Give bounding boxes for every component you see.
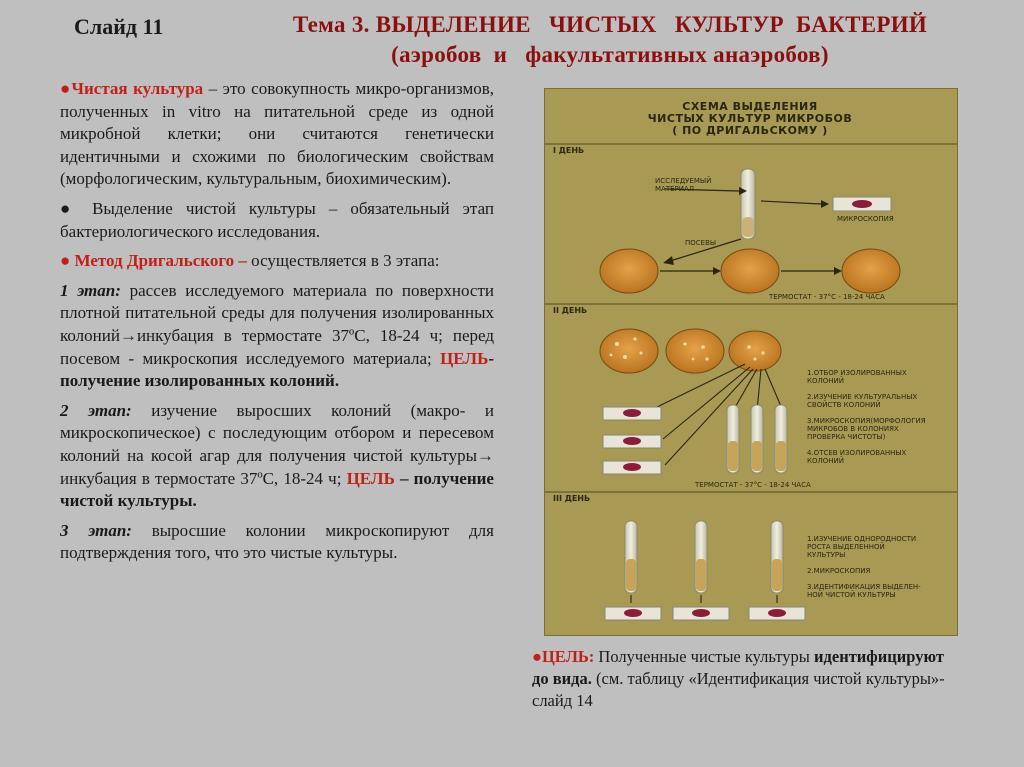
day-3-label: III ДЕНЬ: [553, 494, 591, 503]
day-1-label: I ДЕНЬ: [553, 146, 585, 155]
material-label: ИССЛЕДУЕМЫЙ МАТЕРИАЛ: [655, 177, 712, 193]
day-2-steps: 1.ОТБОР ИЗОЛИРОВАННЫХ КОЛОНИЙ 2.ИЗУЧЕНИЕ КУЛЬТУРАЛЬНЫХ СВОЙСТВ КОЛОНИЙ 3.МИКРОСКОПИЯ(МОРФОЛОГИЯ МИКРОБОВ В КОЛОНИЯХ ПРОВЕРКА ЧИСТОТЫ) 4.ОТСЕВ ИЗОЛИРОВАННЫХ КОЛОНИЙ: [807, 369, 926, 465]
stage-3-label: 3 этап:: [60, 520, 132, 540]
paragraph-stage-3: [60, 520, 494, 565]
term-drigalski: ● Метод Дригальского –: [60, 251, 247, 271]
method-text: осуществляется в 3 этапа:: [246, 251, 440, 271]
title-line-2: (аэробов и факультативных анаэробов): [391, 42, 829, 67]
paragraph-stage-1: [60, 280, 494, 393]
stage-2-text: изучение выросших колоний (макро- и микроскопическое) с последующим отбором и пересевом колоний на косой агар для получения чистой культуры→ инкубация в термостате 37ºС, 18-24 ч;: [60, 400, 495, 488]
goal-label-1: ЦЕЛЬ: [440, 348, 489, 368]
main-text: [60, 78, 494, 572]
title-line-1: Тема 3. ВЫДЕЛЕНИЕ ЧИСТЫХ КУЛЬТУР БАКТЕРИЙ: [292, 12, 928, 37]
stage-1-text: рассев исследуемого материала по поверхности плотной питательной среды для получения изолированных колоний→инкубация в термостате 37ºС, 18-24 ч; перед посевом - микроскопия исследуемого материала;: [60, 280, 495, 368]
stage-1-label: 1 этап:: [60, 280, 121, 300]
drigalski-scheme-poster: [544, 88, 958, 636]
seeding-label: ПОСЕВЫ: [685, 239, 717, 247]
caption-bold: идентифицируют до вида.: [532, 647, 944, 688]
stage-3-text: выросшие колонии микроскопируют для подтверждения того, что это чистые культуры.: [60, 520, 494, 563]
slide-number: Слайд 11: [74, 14, 164, 39]
caption-text-2: (см. таблицу «Идентификация чистой культуры»-слайд 14: [532, 669, 945, 710]
goal-text-2: – получение чистой культуры.: [60, 468, 494, 511]
term-pure-culture: ●Чистая культура: [60, 79, 204, 98]
paragraph-stage-2: [60, 400, 494, 513]
slide-title: [230, 10, 990, 70]
day-3-steps: 1.ИЗУЧЕНИЕ ОДНОРОДНОСТИ РОСТА ВЫДЕЛЕННОЙ КУЛЬТУРЫ 2.МИКРОСКОПИЯ 3.ИДЕНТИФИКАЦИЯ ВЫДЕЛЕН- НОЙ ЧИСТОЙ КУЛЬТУРЫ: [807, 535, 921, 599]
paragraph-pure-culture: [60, 78, 494, 191]
caption-text-1: Полученные чистые культуры: [594, 647, 815, 666]
goal-label-2: ЦЕЛЬ: [346, 468, 395, 488]
paragraph-isolation: ● Выделение чистой культуры – обязательный этап бактериологического исследования.: [60, 198, 494, 241]
paragraph-method: [60, 250, 494, 273]
thermostat-label-2: ТЕРМОСТАТ - 37°С - 18-24 ЧАСА: [695, 481, 811, 489]
stage-2-label: 2 этап:: [60, 400, 132, 420]
goal-caption: [532, 646, 952, 712]
goal-text-1: - получение изолированных колоний.: [60, 348, 494, 391]
microscopy-label: МИКРОСКОПИЯ: [837, 215, 894, 223]
definition-text: – это совокупность микро-организмов, полученных in vitro на питательной среде из одной микробной клетки; они считаются генетически идентичными и схожими по биологическим свойствам (морфологическим, культуральным, биохимическим).: [60, 79, 494, 189]
day-2-label: II ДЕНЬ: [553, 306, 588, 315]
poster-heading: СХЕМА ВЫДЕЛЕНИЯ ЧИСТЫХ КУЛЬТУР МИКРОБОВ ( ПО ДРИГАЛЬСКОМУ ): [647, 100, 853, 137]
caption-goal-label: ●ЦЕЛЬ:: [532, 647, 595, 666]
thermostat-label-1: ТЕРМОСТАТ - 37°С - 18-24 ЧАСА: [769, 293, 885, 301]
